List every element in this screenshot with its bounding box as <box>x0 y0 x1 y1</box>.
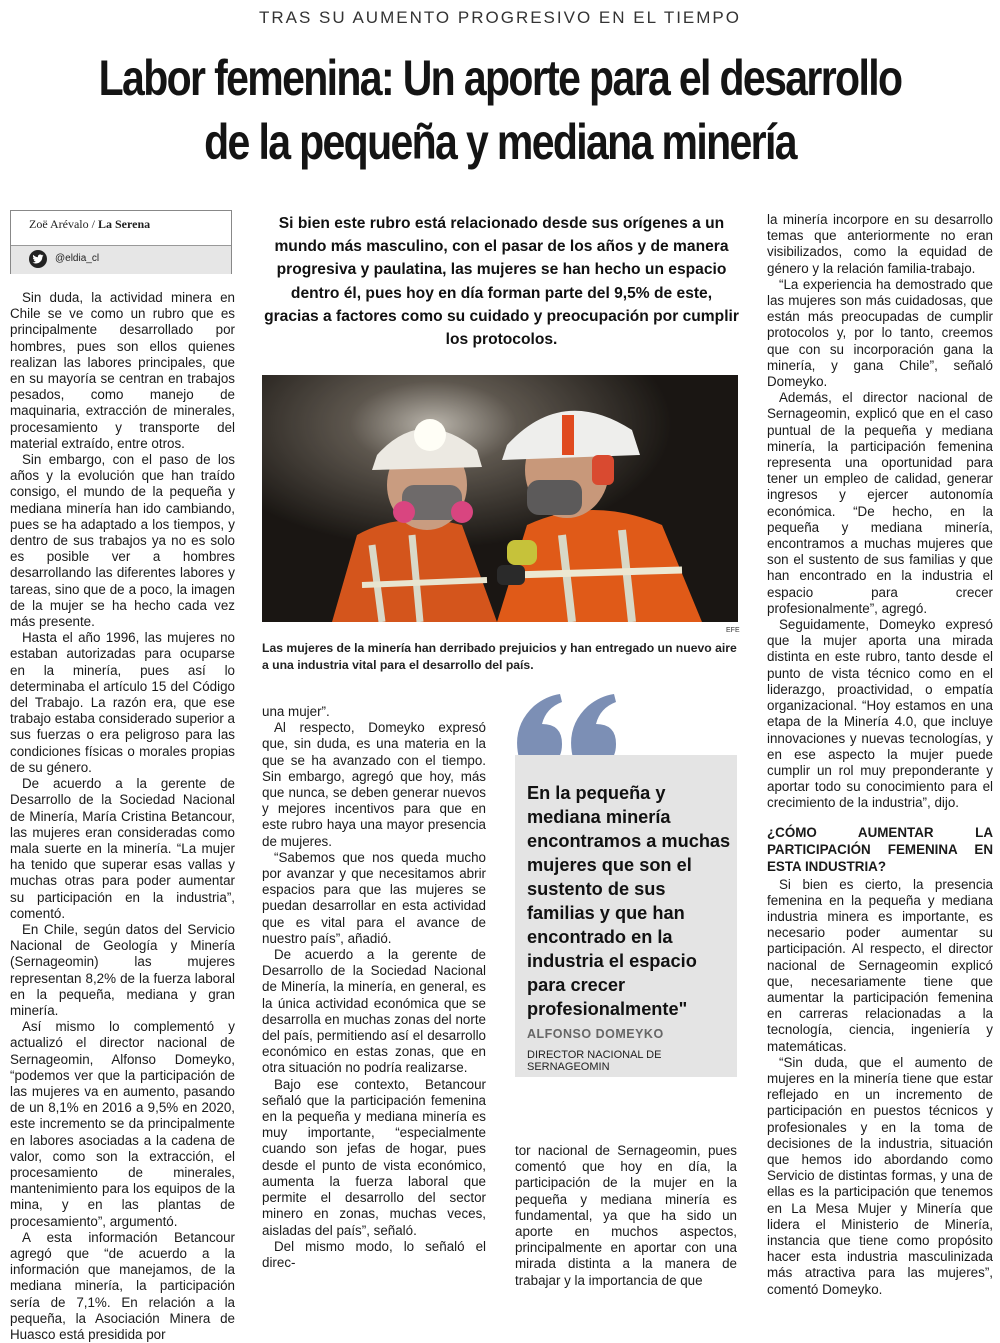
pull-quote-text: En la pequeña y mediana minería encontramos a muchas mujeres que son el sustento de sus familias y que han encontrado en la industria el espacio para crecer profesionalmente" <box>527 783 731 1019</box>
paragraph: Sin embargo, con el paso de los años y la evolución que han traído consigo, el mundo de la pequeña y mediana minería han ido cambiando, pues se ha adaptado a los tiempos, y dentro de sus trabajos ya no es solo es posible ver a hombres desarrollando las diferentes labores y tareas, sino que de a poco, la imagen de la mujer se ha hecho cada vez más presente. <box>10 452 235 630</box>
column-4 <box>767 212 993 1298</box>
pull-quote-name: ALFONSO DOMEYKO <box>527 1027 664 1041</box>
paragraph: la minería incorpore en su desarrollo temas que anteriormente no eran visibilizados, como la equidad de género y la relación familia-trabajo. <box>767 212 993 276</box>
byline-author <box>29 217 150 232</box>
headline-line-2: de la pequeña y mediana minería <box>204 114 796 170</box>
photo-caption: Las mujeres de la minería han derribado prejuicios y han entregado un nuevo aire a una industria vital para el desarrollo del país. <box>262 641 737 672</box>
column-1 <box>10 290 235 1343</box>
paragraph: Al respecto, Domeyko expresó que, sin duda, es una materia en la que se ha avanzado con el tiempo. Sin embargo, agregó que hoy, más que nunca, se deben generar nuevos y mejores incentivos para que en este rubro haya una mayor presencia de mujeres. <box>262 720 486 849</box>
photo-credit: EFE <box>726 627 740 634</box>
author-name: Zoë Arévalo <box>29 217 89 231</box>
paragraph: Seguidamente, Domeyko expresó que la mujer aporta una mirada distinta en este rubro, tanto desde el punto de vista técnico como en el liderazgo, proactividad, o empatía organizacional. “Hoy estamos en una etapa de la Minería 4.0, que incluye innovaciones y nuevas tecnologías, y en ese aspecto la mujer puede cumplir un rol muy preponderante y aportar todo su conocimiento para el crecimiento de la industria”, dijo. <box>767 617 993 811</box>
paragraph: “Sabemos que nos queda mucho por avanzar y que necesitamos abrir espacios para que las mujeres se puedan desarrollar en esta actividad que es vital para el avance de nuestro país”, añadió. <box>262 849 486 946</box>
section-subhead: ¿CÓMO AUMENTAR LA PARTICIPACIÓN FEMENINA EN ESTA INDUSTRIA? <box>767 824 993 874</box>
paragraph: De acuerdo a la gerente de Desarrollo de la Sociedad Nacional de Minería, María Cristina Betancour, las mujeres eran consideradas como mala suerte en la minería. “La mujer ha tenido que superar esas vallas y muchas otras para poder aumentar su participación en la industria”, comentó. <box>10 776 235 921</box>
paragraph: “La experiencia ha demostrado que las mujeres son más cuidadosas, que están más preocupadas de cumplir protocolos y, por lo tanto, creemos que con su incorporación gana la minería, y gana Chile”, señaló Domeyko. <box>767 276 993 390</box>
paragraph: Si bien es cierto, la presencia femenina en la pequeña y mediana industria minera es importante, es necesario poder aumentar su participación. Al respecto, el director nacional de Sernageomin explicó que, necesariamente tiene que aumentar la participación femenina en carreras relacionadas a la tecnología, ciencia, ingeniería y matemáticas. <box>767 876 993 1054</box>
miners-photo-illustration <box>262 375 738 622</box>
byline-box <box>10 210 232 274</box>
paragraph: De acuerdo a la gerente de Desarrollo de la Sociedad Nacional de Minería, la minería, en general, es la única actividad económica que se desarrolla en muchas zonas del norte del país, permitiendo así el desarrollo económico en estas zonas, que en otra situación no podría realizarse. <box>262 947 486 1076</box>
paragraph: A esta información Betancour agregó que “de acuerdo a la información que manejamos, de la mediana minería, la participación sería de 7,1%. En relación a la pequeña, la Asociación Minera de Huasco está presidida por <box>10 1229 235 1342</box>
paragraph: Del mismo modo, lo señaló el direc- <box>262 1238 486 1270</box>
twitter-handle[interactable]: @eldia_cl <box>55 253 100 264</box>
paragraph: En Chile, según datos del Servicio Nacional de Geología y Minería (Sernageomin) las mujeres representan 8,2% de la fuerza laboral en la pequeña, mediana y gran minería. <box>10 921 235 1018</box>
paragraph: tor nacional de Sernageomin, pues comentó que hoy en día, la participación de la mujer en la pequeña y mediana minería es fundamental, ya que ha sido un aporte en muchos aspectos, principalmente en aportar con una mirada distinta a la manera de trabajar y la importancia de que <box>515 1143 737 1288</box>
byline-separator: / <box>88 217 98 231</box>
paragraph: Hasta el año 1996, las mujeres no estaban autorizadas para ocuparse en la minería, pues así lo determinaba el artículo 15 del Código del Trabajo. La razón era, que ese trabajo estaba considerado superior a sus fuerzas o era peligroso para las condiciones físicas o morales propias de su género. <box>10 630 235 775</box>
paragraph: “Sin duda, que el aumento de mujeres en la minería tiene que estar reflejado en un incremento de participación en puestos técnicos y profesionales y en la toma de decisiones de la industria, situación que hemos ido abordando como Servicio de distintas formas, y una de ellas es la participación que tenemos en La Mesa Mujer y Minería que lidera el Ministerio de Minería, instancia que tiene como propósito hacer esta industria masculinizada más atractiva para las mujeres”, comentó Domeyko. <box>767 1054 993 1297</box>
twitter-strip <box>11 245 231 274</box>
paragraph: Sin duda, la actividad minera en Chile se ve como un rubro que es principalmente desarrollado por hombres, pues son ellos quienes realizan las labores principales, que en su mayoría se centran en trabajos pesados, como manejo de maquinaria, extracción de minerales, procesamiento y transporte del material extraído, entre otros. <box>10 290 235 451</box>
paragraph: Así mismo lo complementó y actualizó el director nacional de Sernageomin, Alfonso Domeyko, “podemos ver que la participación de las mujeres va en aumento, pasando de un 8,1% en 2016 a 9,5% en 2020, este incremento se da principalmente en labores asociadas a la cadena de valor, como son la extracción, el procesamiento de minerales, mantenimiento para los equipos de la mina, y en las plantas de procesamiento”, argumentó. <box>10 1019 235 1229</box>
pull-quote-role: DIRECTOR NACIONAL DE SERNAGEOMIN <box>527 1049 662 1073</box>
paragraph: Además, el director nacional de Sernageomin, explicó que en el caso puntual de la pequeña y mediana minería, la participación femenina representa una oportunidad para tener un empleo de calidad, generar ingresos y ejercer autonomía económica. “De hecho, en la pequeña y mediana minería, encontramos a muchas mujeres que son el sustento de sus familias y que han encontrado en la industria el espacio para crecer profesionalmente”, agregó. <box>767 390 993 616</box>
kicker: TRAS SU AUMENTO PROGRESIVO EN EL TIEMPO <box>259 8 741 27</box>
column-3 <box>515 1143 737 1289</box>
twitter-bird-icon[interactable] <box>29 250 47 268</box>
paragraph: una mujer”. <box>262 704 330 719</box>
article-photo <box>262 375 738 622</box>
byline-place: La Serena <box>98 217 151 231</box>
headline-line-1: Labor femenina: Un aporte para el desarrollo <box>98 50 902 106</box>
column-2 <box>262 704 486 1271</box>
headline <box>90 46 910 174</box>
pull-quote-box <box>515 755 737 1077</box>
lead-paragraph: Si bien este rubro está relacionado desde sus orígenes a un mundo más masculino, con el pasar de los años y de manera progresiva y paulatina, las mujeres se han hecho un espacio dentro él, pues hoy en día forman parte del 9,5% de este, gracias a factores como su cuidado y preocupación por cumplir los protocolos. <box>264 215 739 349</box>
paragraph: Bajo ese contexto, Betancour señaló que la participación femenina en la pequeña y mediana minería es muy importante, “especialmente cuando son jefas de hogar, pues desde el punto de vista económico, aumenta la fuerza laboral que permite el desarrollo del sector minero en zonas, muchas veces, aisladas del país”, señaló. <box>262 1076 486 1238</box>
